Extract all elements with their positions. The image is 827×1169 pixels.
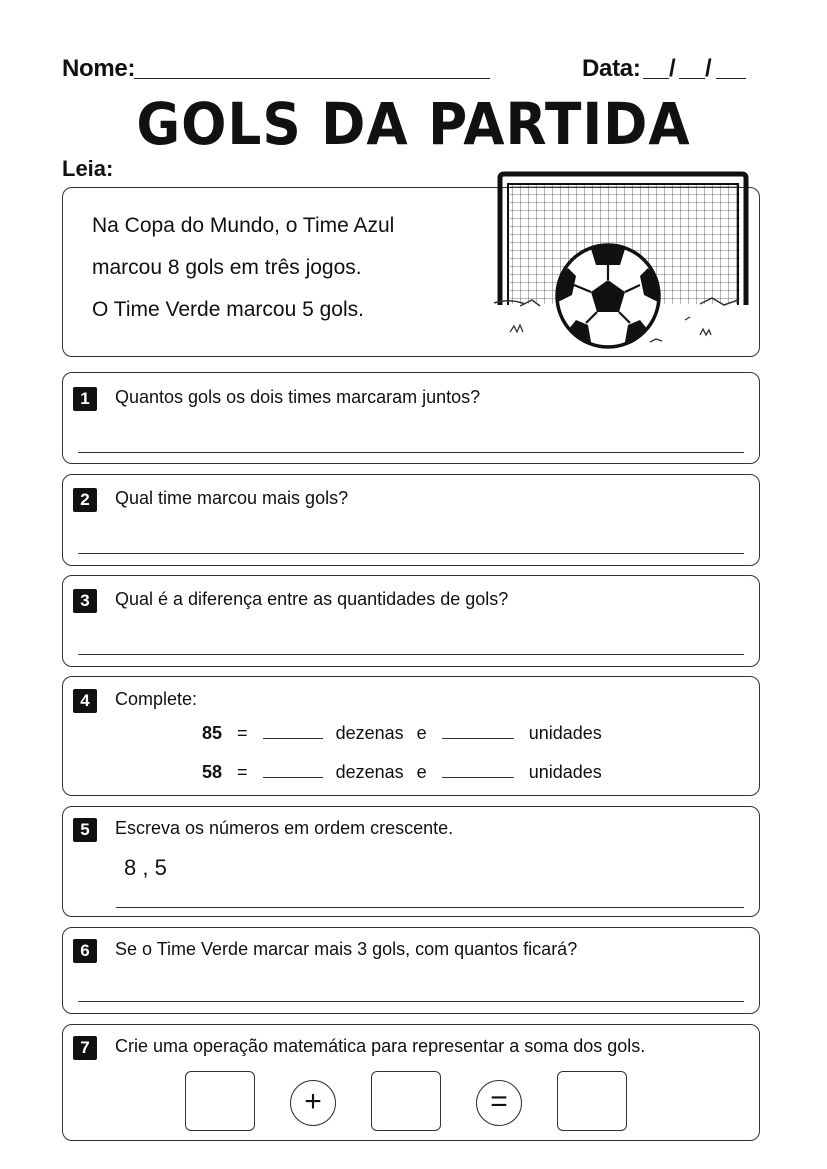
units-label: unidades <box>528 723 602 743</box>
equals-sign: = <box>237 723 248 743</box>
question-number-badge: 4 <box>73 689 97 713</box>
date-year-field[interactable] <box>716 78 746 79</box>
question-text: Complete: <box>115 689 198 709</box>
page-title: GOLS DA PARTIDA <box>136 90 691 158</box>
question-number-badge: 6 <box>73 939 97 963</box>
question-text: Quantos gols os dois times marcaram juntos? <box>115 387 481 407</box>
answer-line[interactable] <box>78 553 744 554</box>
and-label: e <box>416 723 427 743</box>
question-text: Se o Time Verde marcar mais 3 gols, com quantos ficará? <box>115 939 578 959</box>
question-number-badge: 3 <box>73 589 97 613</box>
question-number-badge: 1 <box>73 387 97 411</box>
answer-line[interactable] <box>78 1001 744 1002</box>
soccer-goal-illustration <box>480 170 760 355</box>
question-text: Qual time marcou mais gols? <box>115 488 349 508</box>
question-number-badge: 5 <box>73 818 97 842</box>
equals-sign: = <box>237 762 248 782</box>
question-text: Escreva os números em ordem crescente. <box>115 818 454 838</box>
answer-line[interactable] <box>116 907 744 908</box>
equals-sign: = <box>476 1080 522 1126</box>
answer-line[interactable] <box>78 654 744 655</box>
soccer-ball-icon <box>555 245 661 348</box>
complete-row <box>202 722 602 744</box>
units-label: unidades <box>528 762 602 782</box>
tens-label: dezenas <box>335 723 404 743</box>
operand-box[interactable] <box>185 1071 255 1131</box>
question-text: Crie uma operação matemática para representar a soma dos gols. <box>115 1036 646 1056</box>
reading-line: O Time Verde marcou 5 gols. <box>92 298 364 321</box>
plus-sign: + <box>290 1080 336 1126</box>
question-text: Qual é a diferença entre as quantidades de gols? <box>115 589 509 609</box>
date-label: Data: <box>582 55 641 82</box>
tens-blank[interactable] <box>263 761 323 778</box>
name-field[interactable] <box>134 78 490 79</box>
units-blank[interactable] <box>442 722 514 739</box>
question-number-badge: 2 <box>73 488 97 512</box>
reading-line: marcou 8 gols em três jogos. <box>92 256 362 279</box>
date-month-field[interactable] <box>679 78 705 79</box>
and-label: e <box>416 762 427 782</box>
question-number-badge: 7 <box>73 1036 97 1060</box>
answer-line[interactable] <box>78 452 744 453</box>
reading-line: Na Copa do Mundo, o Time Azul <box>92 214 395 237</box>
numbers-to-order: 8 , 5 <box>124 855 167 880</box>
read-label: Leia: <box>62 156 114 181</box>
tens-label: dezenas <box>335 762 404 782</box>
operand-box[interactable] <box>371 1071 441 1131</box>
complete-row <box>202 761 602 783</box>
date-separator: / <box>705 55 712 82</box>
date-day-field[interactable] <box>643 78 669 79</box>
complete-number: 85 <box>202 723 223 743</box>
units-blank[interactable] <box>442 761 514 778</box>
name-label: Nome: <box>62 55 136 82</box>
result-box[interactable] <box>557 1071 627 1131</box>
tens-blank[interactable] <box>263 722 323 739</box>
complete-number: 58 <box>202 762 223 782</box>
date-separator: / <box>669 55 676 82</box>
